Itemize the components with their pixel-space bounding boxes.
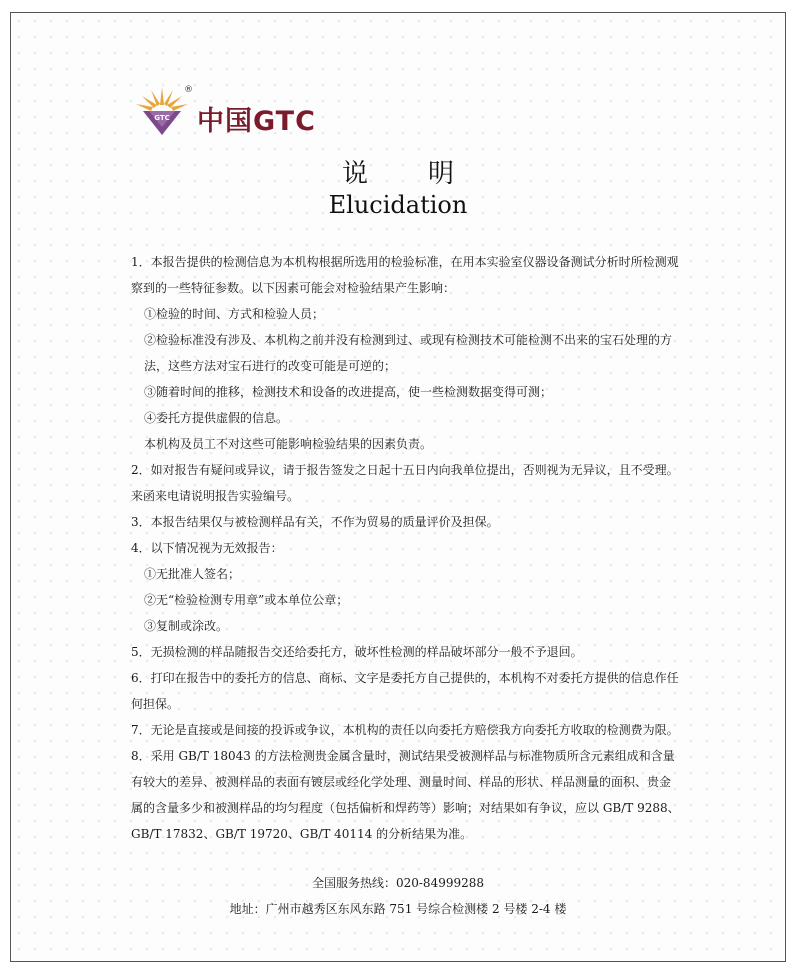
footer [11, 870, 785, 922]
item-6: 6．打印在报告中的委托方的信息、商标、文字是委托方自己提供的，本机构不对委托方提供的信息作任何担保。 [131, 671, 679, 711]
elucidation-body [131, 249, 681, 847]
logo-text: 中国GTC [197, 106, 316, 137]
item-7: 7．无论是直接或是间接的投诉或争议，本机构的责任以向委托方赔偿我方向委托方收取的检测费为限。 [131, 723, 679, 737]
item-1: 1．本报告提供的检测信息为本机构根据所选用的检验标准，在用本实验室仪器设备测试分析时所检测观察到的一些特征参数。以下因素可能会对检验结果产生影响： [131, 255, 679, 295]
item-1-sub-3: ③随着时间的推移，检测技术和设备的改进提高，使一些检测数据变得可测； [144, 385, 553, 399]
item-2: 2．如对报告有疑问或异议，请于报告签发之日起十五日内向我单位提出，否则视为无异议，且不受理。来函来电请说明报告实验编号。 [131, 463, 679, 503]
item-4-sub-3: ③复制或涂改。 [144, 619, 229, 633]
item-4: 4．以下情况视为无效报告： [131, 541, 283, 555]
registered-mark: ® [184, 85, 193, 95]
title-chinese: 说明 [341, 159, 514, 189]
logo [131, 81, 331, 137]
item-1-sub-1: ①检验的时间、方式和检验人员； [144, 307, 325, 321]
item-4-sub-2: ②无“检验检测专用章”或本单位公章； [144, 593, 349, 607]
item-4-sub-1: ①无批准人签名； [144, 567, 241, 581]
address: 地址：广州市越秀区东风东路 751 号综合检测楼 2 号楼 2-4 楼 [229, 902, 567, 916]
item-8: 8．采用 GB/T 18043 的方法检测贵金属含量时，测试结果受被测样品与标准物质所含元素组成和含量有较大的差异、被测样品的表面有镀层或经化学处理、测量时间、样品的形状、样品测量的面积、贵金属的含量多少和被测样品的均匀程度（包括偏析和焊药等）影响；对结果如有争议，应以 GB/T 9288、GB/T 17832、GB/T 19720、GB/T 40114 的分析结果为准。 [131, 749, 680, 841]
document-page [10, 12, 786, 962]
item-1-sub-2: ②检验标准没有涉及、本机构之前并没有检测到过、或现有检测技术可能检测不出来的宝石处理的方法，这些方法对宝石进行的改变可能是可逆的； [144, 333, 673, 373]
logo-badge-text: GTC [154, 114, 170, 122]
item-5: 5．无损检测的样品随报告交还给委托方，破坏性检测的样品破坏部分一般不予退回。 [131, 645, 583, 659]
title-english: Elucidation [328, 191, 468, 219]
item-1-disclaimer: 本机构及员工不对这些可能影响检验结果的因素负责。 [144, 437, 433, 451]
item-1-sub-4: ④委托方提供虚假的信息。 [144, 411, 289, 425]
service-hotline: 全国服务热线：020-84999288 [311, 876, 485, 890]
item-3: 3．本报告结果仅与被检测样品有关，不作为贸易的质量评价及担保。 [131, 515, 499, 529]
